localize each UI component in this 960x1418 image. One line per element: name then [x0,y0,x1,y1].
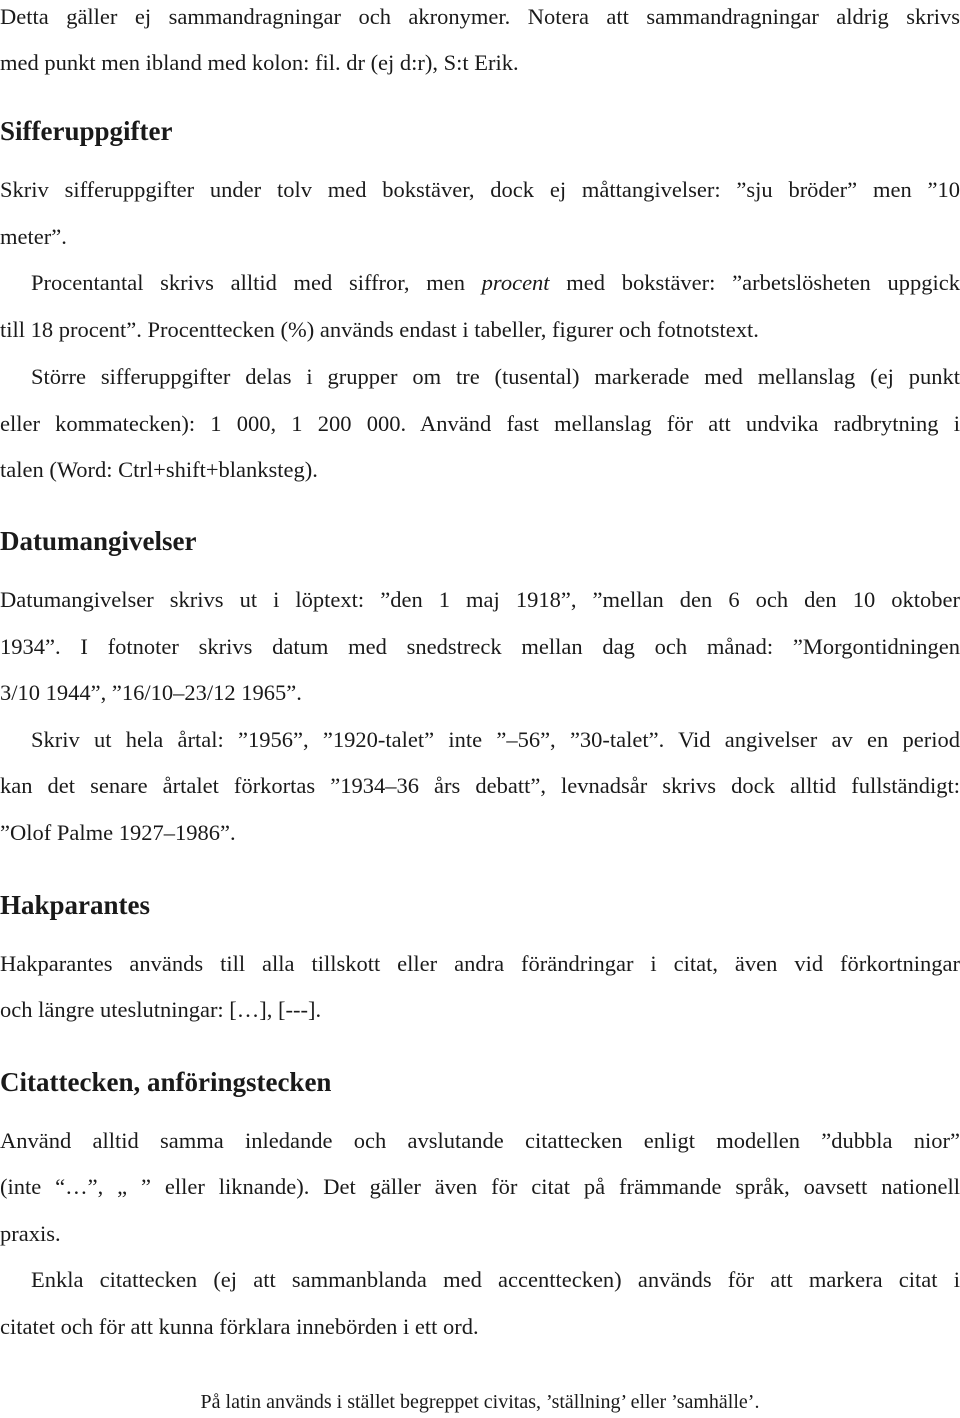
footnote-text: På latin används i stället begreppet civitas, ’ställning’ eller ’samhälle’. [200,1391,760,1413]
paragraph-line: och längre uteslutningar: […], [---]. [0,997,322,1022]
paragraph-line: med punkt men ibland med kolon: fil. dr (ej d:r), S:t Erik. [0,50,519,75]
paragraph-line: Datumangivelser skrivs ut i löptext: ”den 1 maj 1918”, ”mellan den 6 och den 10 oktober [0,587,960,612]
paragraph-line: Använd alltid samma inledande och avslutande citattecken enligt modellen ”dubbla nior” [0,1128,960,1153]
paragraph-line: Skriv sifferuppgifter under tolv med bokstäver, dock ej måttangivelser: ”sju bröder” men ”10 [0,177,960,202]
paragraph-line: 3/10 1944”, ”16/10–23/12 1965”. [0,680,302,705]
paragraph-line: Detta gäller ej sammandragningar och akronymer. Notera att sammandragningar aldrig skrivs [0,4,960,29]
paragraph-line [0,270,960,296]
paragraph-line: 1934”. I fotnoter skrivs datum med snedstreck mellan dag och månad: ”Morgontidningen [0,634,960,659]
paragraph-line: meter”. [0,224,67,249]
paragraph-line: praxis. [0,1221,61,1246]
paragraph-line: (inte “…”, „ ” eller liknande). Det gäller även för citat på främmande språk, oavsett nationell [0,1174,960,1199]
paragraph-line: Skriv ut hela årtal: ”1956”, ”1920-talet” inte ”–56”, ”30-talet”. Vid angivelser av en period [31,727,960,752]
section-heading-datumangivelser: Datumangivelser [0,526,197,556]
text-run: med bokstäver: ”arbetslösheten uppgick [549,270,960,295]
paragraph-line: Hakparantes används till alla tillskott eller andra förändringar i citat, även vid förkortningar [0,951,960,976]
section-heading-hakparantes: Hakparantes [0,890,151,920]
emphasized-word: procent [481,270,550,295]
paragraph-line: kan det senare årtalet förkortas ”1934–36 års debatt”, levnadsår skrivs dock alltid fullständigt: [0,773,960,798]
text-run: Procentantal skrivs alltid med siffror, men [31,270,482,295]
paragraph-line: ”Olof Palme 1927–1986”. [0,820,236,845]
paragraph-line: eller kommatecken): 1 000, 1 200 000. Använd fast mellanslag för att undvika radbrytning i [0,411,960,436]
paragraph-line: talen (Word: Ctrl+shift+blanksteg). [0,457,318,482]
paragraph-line: Större sifferuppgifter delas i grupper om tre (tusental) markerade med mellanslag (ej punkt [31,364,960,389]
paragraph-line: citatet och för att kunna förklara innebörden i ett ord. [0,1314,479,1339]
section-heading-citattecken: Citattecken, anföringstecken [0,1067,332,1097]
paragraph-line: till 18 procent”. Procenttecken (%) används endast i tabeller, figurer och fotnotstext. [0,317,759,342]
section-heading-sifferuppgifter: Sifferuppgifter [0,116,173,146]
paragraph-line: Enkla citattecken (ej att sammanblanda med accenttecken) används för att markera citat i [31,1267,960,1292]
